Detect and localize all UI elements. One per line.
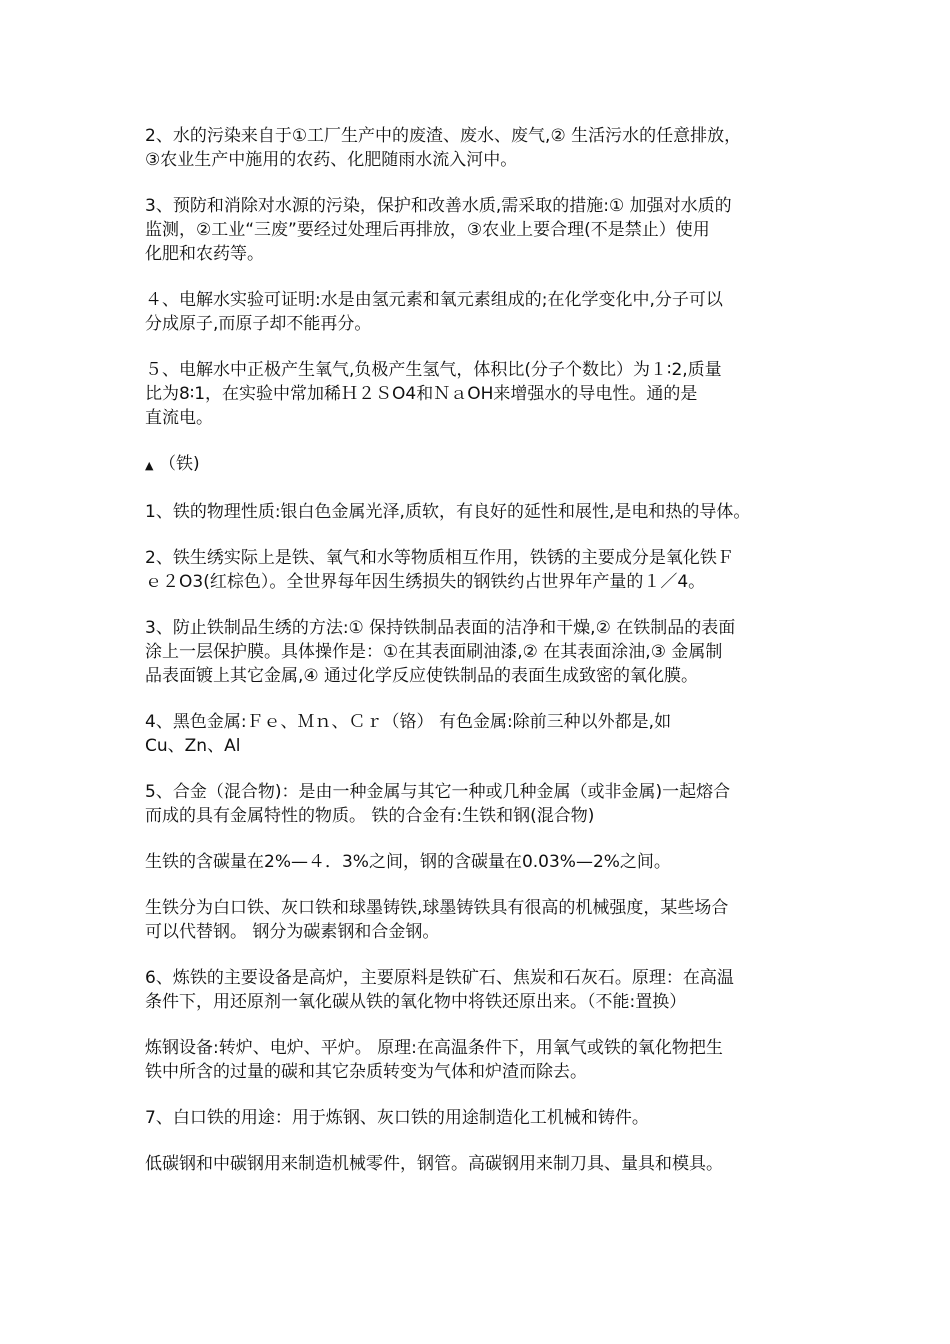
paragraph-line: ｅ２O3(红棕色）。全世界每年因生绣损失的钢铁约占世界年产量的１／4。 [145, 572, 706, 592]
paragraph-line: Cu、Zn、Al [145, 736, 241, 756]
paragraph [145, 896, 825, 944]
paragraph [145, 1036, 825, 1084]
paragraph [145, 616, 825, 688]
paragraph-line: 直流电。 [145, 408, 213, 428]
paragraph [145, 1106, 825, 1130]
paragraph-line: 3、防止铁制品生绣的方法:① 保持铁制品表面的洁净和干燥,② 在铁制品的表面 [145, 618, 736, 638]
paragraph [145, 966, 825, 1014]
paragraph [145, 124, 825, 172]
paragraph-line: 7、白口铁的用途：用于炼钢、灰口铁的用途制造化工机械和铸件。 [145, 1108, 649, 1128]
paragraph-line: 生铁分为白口铁、灰口铁和球墨铸铁,球墨铸铁具有很高的机械强度，某些场合 [145, 898, 729, 918]
paragraph-line: 3、预防和消除对水源的污染，保护和改善水质,需采取的措施:① 加强对水质的 [145, 196, 732, 216]
paragraph-line: 生铁的含碳量在2%—４．3%之间，钢的含碳量在0.03%—2%之间。 [145, 852, 671, 872]
paragraph [145, 194, 825, 266]
paragraph-line: 条件下，用还原剂一氧化碳从铁的氧化物中将铁还原出来。（不能:置换） [145, 992, 687, 1012]
paragraph-line: 2、铁生绣实际上是铁、氧气和水等物质相互作用，铁锈的主要成分是氧化铁Ｆ [145, 548, 734, 568]
paragraph-line: 品表面镀上其它金属,④ 通过化学反应使铁制品的表面生成致密的氧化膜。 [145, 666, 699, 686]
paragraph-line: 涂上一层保护膜。具体操作是：①在其表面刷油漆,② 在其表面涂油,③ 金属制 [145, 642, 723, 662]
paragraph-line: 铁中所含的过量的碳和其它杂质转变为气体和炉渣而除去。 [145, 1062, 587, 1082]
paragraph [145, 358, 825, 430]
paragraph [145, 710, 825, 758]
triangle-bullet-icon: ▲ [145, 459, 154, 472]
document-page [145, 124, 825, 1198]
paragraph-line: 5、合金（混合物)：是由一种金属与其它一种或几种金属（或非金属)一起熔合 [145, 782, 731, 802]
paragraph [145, 500, 825, 524]
paragraph-line: ４、电解水实验可证明:水是由氢元素和氧元素组成的;在化学变化中,分子可以 [145, 290, 723, 310]
section-heading-text: （铁) [159, 454, 200, 474]
paragraph [145, 546, 825, 594]
paragraph-line: 比为8∶1，在实验中常加稀Ｈ２ＳO4和ＮａOH来增强水的导电性。通的是 [145, 384, 698, 404]
water-section [145, 124, 825, 430]
paragraph-line: 分成原子,而原子却不能再分。 [145, 314, 372, 334]
paragraph-line: ③农业生产中施用的农药、化肥随雨水流入河中。 [145, 150, 518, 170]
section-heading-iron [145, 452, 825, 478]
paragraph [145, 850, 825, 874]
paragraph [145, 780, 825, 828]
paragraph-line: 4、黑色金属:Ｆｅ、Ｍｎ、Ｃｒ（铬） 有色金属:除前三种以外都是,如 [145, 712, 672, 732]
paragraph [145, 288, 825, 336]
paragraph-line: 化肥和农药等。 [145, 244, 264, 264]
paragraph [145, 1152, 825, 1176]
paragraph-line: 6、炼铁的主要设备是高炉，主要原料是铁矿石、焦炭和石灰石。原理：在高温 [145, 968, 734, 988]
paragraph-line: 监测，②工业“三废”要经过处理后再排放，③农业上要合理(不是禁止）使用 [145, 220, 710, 240]
iron-section [145, 500, 825, 1176]
paragraph-line: 1、铁的物理性质:银白色金属光泽,质软，有良好的延性和展性,是电和热的导体。 [145, 502, 751, 522]
paragraph-line: ５、电解水中正极产生氧气,负极产生氢气，体积比(分子个数比）为１∶2,质量 [145, 360, 722, 380]
paragraph-line: 炼钢设备:转炉、电炉、平炉。 原理:在高温条件下，用氧气或铁的氧化物把生 [145, 1038, 723, 1058]
paragraph-line: 低碳钢和中碳钢用来制造机械零件，钢管。高碳钢用来制刀具、量具和模具。 [145, 1154, 723, 1174]
paragraph-line: 可以代替钢。 钢分为碳素钢和合金钢。 [145, 922, 440, 942]
paragraph-line: 而成的具有金属特性的物质。 铁的合金有:生铁和钢(混合物) [145, 806, 595, 826]
paragraph-line: 2、水的污染来自于①工厂生产中的废渣、废水、废气,② 生活污水的任意排放， [145, 126, 742, 146]
